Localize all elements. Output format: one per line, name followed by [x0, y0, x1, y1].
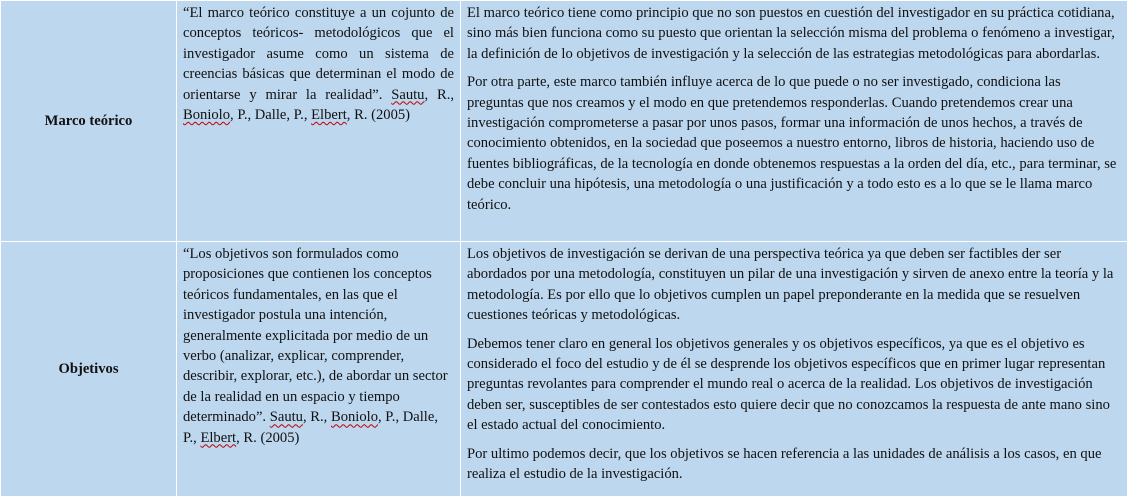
citation-author: Sautu: [270, 409, 303, 425]
explanation-cell-objetivos: [461, 242, 1127, 497]
paragraph: Debemos tener claro en general los objetivos generales y os objetivos específicos, ya que es el objetivo es considerado el foco del estudio y de él se desprende los objetivos específicos que en primer lugar representan preguntas revolantes para comprender el mundo real o acerca de la realidad. Los objetivos de investigación deben ser, susceptibles de ser contestados esto quiere decir que no conozcamos la respuesta de ante mano sino el estado actual del conocimiento.: [467, 334, 1121, 436]
citation-author: Sautu: [391, 87, 424, 103]
quote-text: “El marco teórico constituye a un cojunto de conceptos teóricos- metodológicos que el investigador asume como un sistema de creencias básicas que determinan el modo de orientarse y mirar la realidad”.: [183, 5, 454, 103]
citation-author: Elbert: [200, 430, 236, 446]
citation: Sautu, R., Boniolo, P., Dalle, P., Elbert, R. (2005): [183, 409, 438, 445]
paragraph: Los objetivos de investigación se derivan de una perspectiva teórica ya que deben ser factibles der ser abordados por una metodología, constituyen un pilar de una investigación y sirven de anexo entre la teoría y la metodología. Es por ello que lo objetivos cumplen un papel preponderante en la medida que se resuelven cuestiones teóricas y metodológicas.: [467, 244, 1121, 326]
paragraph: Por otra parte, este marco también influye acerca de lo que puede o no ser investigado, condiciona las preguntas que nos creamos y el modo en que pretendemos responderlas. Cuando pretendemos crear una investigación comprometerse a pasar por unos pasos, formar una información de unos hechos, a través de conocimiento obtenidos, en la sociedad que poseemos a nuestro entorno, libros de historia, haciendo uso de fuentes bibliográficas, de la tecnología en donde obtenemos respuestas a la orden del día, etc., para terminar, se debe concluir una hipótesis, una metodología o una justificación y a todo esto es a lo que se le llama marco teórico.: [467, 72, 1121, 215]
quote-text: “Los objetivos son formulados como proposiciones que contienen los conceptos teóricos fundamentales, en las que el investigador postula una intención, generalmente explicitada por medio de un verbo (analizar, explicar, comprender, describir, explorar, etc.), de abordar un sector de la realidad en un espacio y tiempo determinado”.: [183, 246, 448, 425]
citation: Sautu, R., Boniolo, P., Dalle, P., Elbert, R. (2005): [183, 87, 454, 123]
citation-author: Boniolo: [331, 409, 378, 425]
row-label-objetivos: Objetivos: [1, 242, 177, 497]
row-label-marco-teorico: Marco teórico: [1, 1, 177, 242]
paragraph: El marco teórico tiene como principio que no son puestos en cuestión del investigador en su práctica cotidiana, sino más bien funciona como su puesto que orientan la selección misma del problema o fenómeno a investigar, la definición de lo objetivos de investigación y la selección de las estrategias metodológicas para abordarlas.: [467, 3, 1121, 64]
table-row-marco-teorico: [1, 1, 1127, 242]
quote-cell-marco-teorico: [177, 1, 461, 242]
explanation-cell-marco-teorico: [461, 1, 1127, 242]
paragraph: Por ultimo podemos decir, que los objetivos se hacen referencia a las unidades de análisis a los casos, en que realiza el estudio de la investigación.: [467, 444, 1121, 485]
citation-author: Boniolo: [183, 107, 230, 123]
citation-author: Elbert: [311, 107, 347, 123]
table-row-objetivos: [1, 242, 1127, 497]
quote-cell-objetivos: [177, 242, 461, 497]
